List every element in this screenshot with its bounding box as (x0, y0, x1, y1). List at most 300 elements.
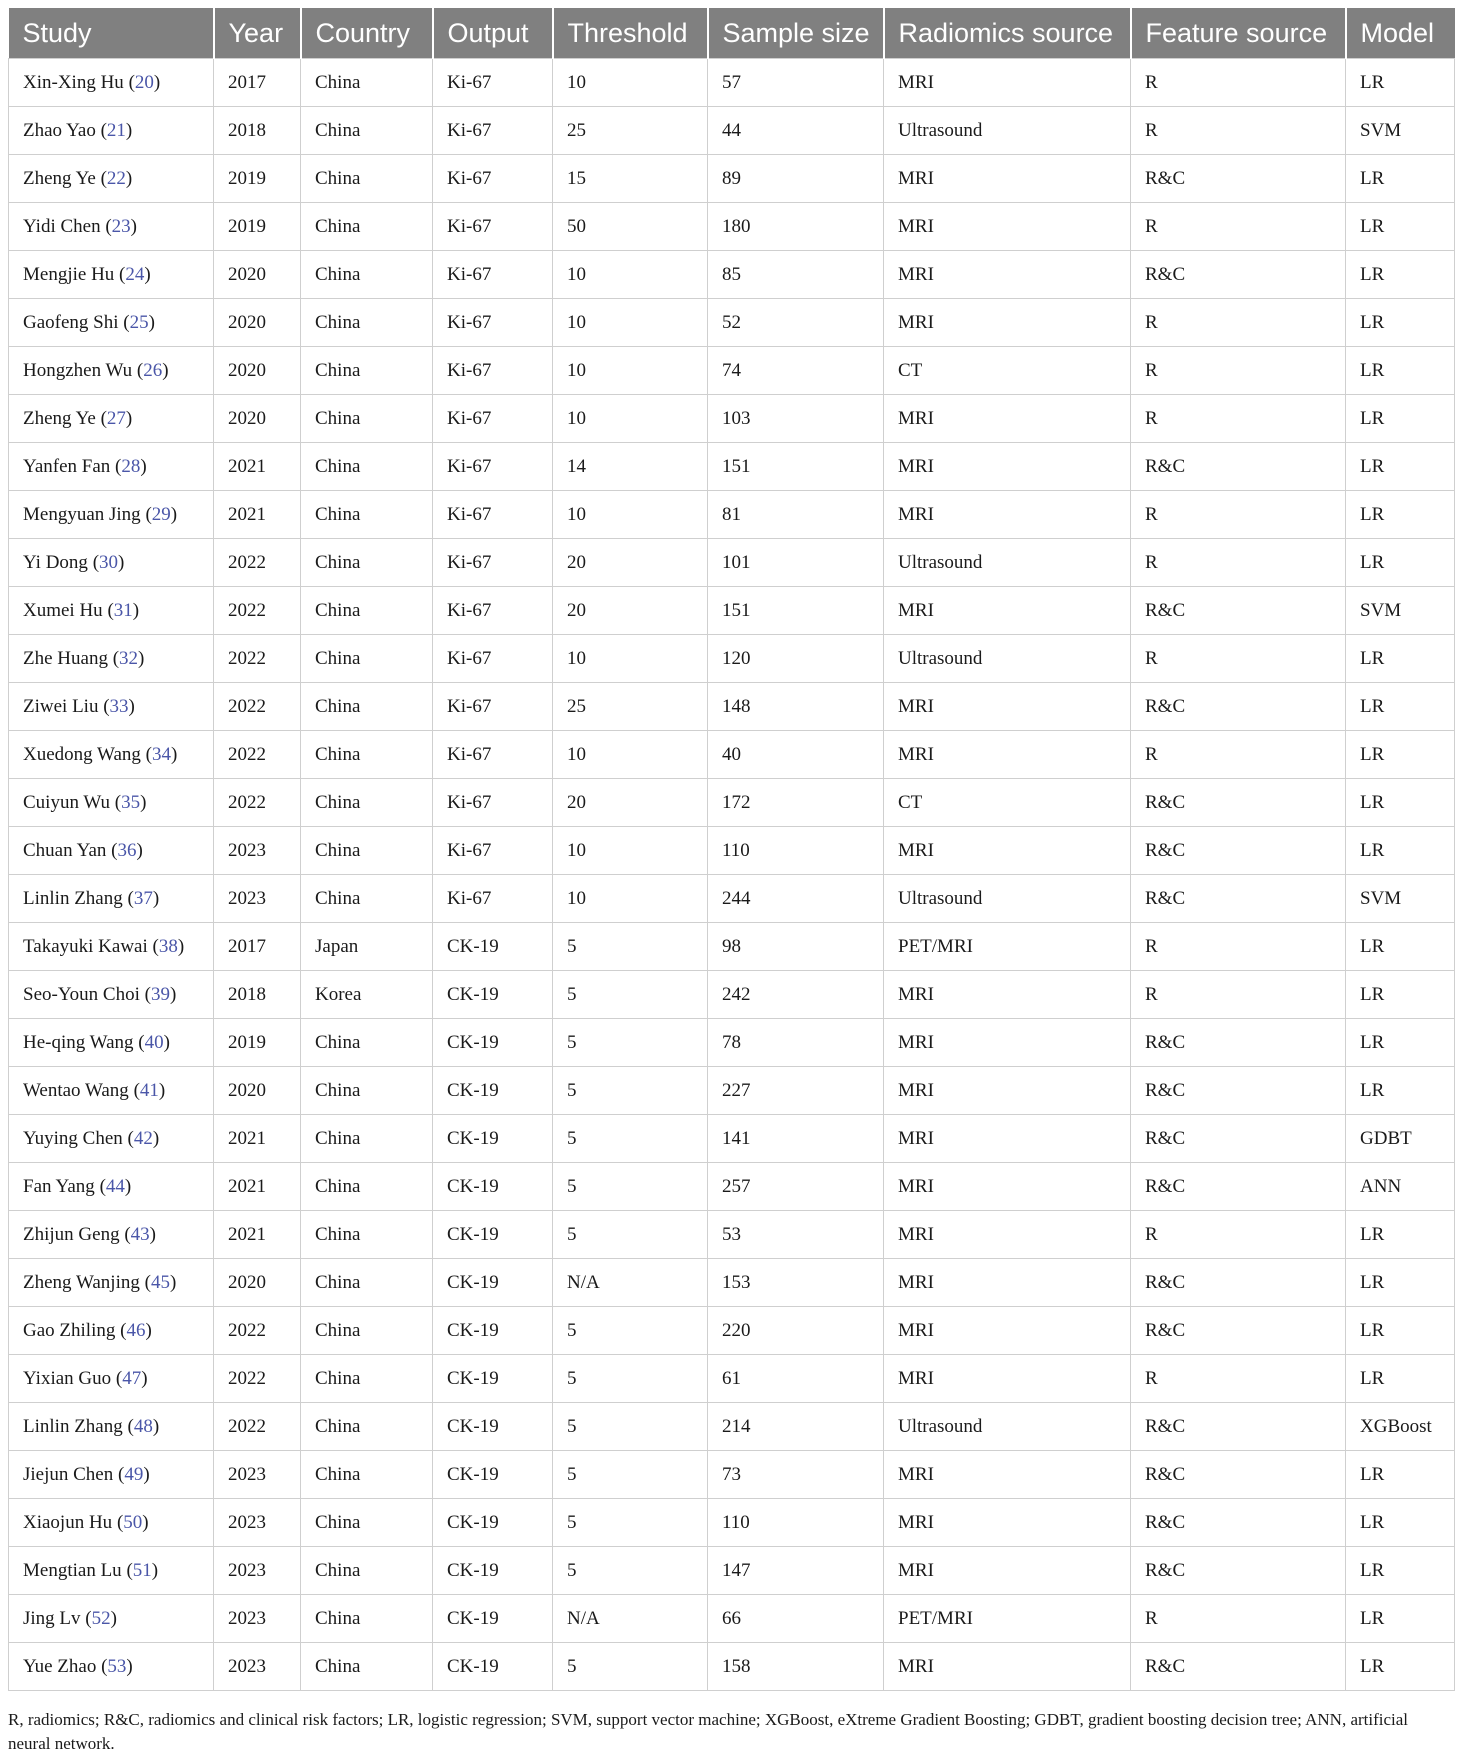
cell-threshold: 10 (553, 251, 708, 299)
table-row (9, 203, 1455, 251)
cell-output: CK-19 (433, 1067, 553, 1115)
table-row (9, 827, 1455, 875)
cell-output: Ki-67 (433, 155, 553, 203)
col-header-radiomics-source: Radiomics source (884, 8, 1131, 59)
cell-sample-size: 180 (708, 203, 884, 251)
reference-link[interactable]: 30 (99, 551, 119, 573)
study-author: Linlin Zhang (23, 1415, 123, 1437)
cell-feature-source: R&C (1131, 1259, 1346, 1307)
cell-study: Chuan Yan (36) (9, 827, 214, 875)
cell-radiomics-source: MRI (884, 251, 1131, 299)
cell-feature-source: R (1131, 203, 1346, 251)
table-row (9, 443, 1455, 491)
cell-model: GDBT (1346, 1115, 1455, 1163)
reference-link[interactable]: 40 (144, 1031, 164, 1053)
study-author: Wentao Wang (23, 1079, 129, 1101)
study-author: Ziwei Liu (23, 695, 99, 717)
cell-output: CK-19 (433, 1307, 553, 1355)
cell-threshold: 5 (553, 1499, 708, 1547)
reference-link[interactable]: 39 (150, 983, 170, 1005)
cell-year: 2023 (214, 827, 301, 875)
cell-output: Ki-67 (433, 395, 553, 443)
cell-country: China (301, 539, 433, 587)
cell-study: Zheng Ye (22) (9, 155, 214, 203)
cell-radiomics-source: MRI (884, 683, 1131, 731)
cell-model: LR (1346, 1595, 1455, 1643)
cell-feature-source: R&C (1131, 1451, 1346, 1499)
cell-feature-source: R (1131, 971, 1346, 1019)
table-row (9, 587, 1455, 635)
cell-year: 2020 (214, 395, 301, 443)
cell-output: CK-19 (433, 1643, 553, 1691)
cell-output: CK-19 (433, 1019, 553, 1067)
cell-radiomics-source: MRI (884, 1643, 1131, 1691)
cell-threshold: 25 (553, 683, 708, 731)
header-row (9, 8, 1455, 59)
col-header-study: Study (9, 8, 214, 59)
cell-output: CK-19 (433, 1211, 553, 1259)
cell-country: Korea (301, 971, 433, 1019)
cell-radiomics-source: CT (884, 347, 1131, 395)
cell-feature-source: R&C (1131, 1403, 1346, 1451)
cell-year: 2018 (214, 107, 301, 155)
cell-sample-size: 148 (708, 683, 884, 731)
reference-link[interactable]: 42 (133, 1127, 153, 1149)
reference-link[interactable]: 22 (106, 167, 126, 189)
cell-year: 2020 (214, 251, 301, 299)
cell-year: 2022 (214, 1307, 301, 1355)
cell-output: CK-19 (433, 1451, 553, 1499)
cell-study: Zheng Wanjing (45) (9, 1259, 214, 1307)
cell-model: SVM (1346, 587, 1455, 635)
cell-study: Mengjie Hu (24) (9, 251, 214, 299)
cell-radiomics-source: MRI (884, 1355, 1131, 1403)
reference-link[interactable]: 23 (111, 215, 131, 237)
cell-study: Cuiyun Wu (35) (9, 779, 214, 827)
study-author: Yixian Guo (23, 1367, 112, 1389)
cell-year: 2019 (214, 1019, 301, 1067)
cell-country: China (301, 1595, 433, 1643)
cell-feature-source: R&C (1131, 827, 1346, 875)
table-row (9, 1067, 1455, 1115)
reference-link[interactable]: 43 (130, 1223, 150, 1245)
cell-sample-size: 66 (708, 1595, 884, 1643)
cell-model: LR (1346, 683, 1455, 731)
cell-sample-size: 244 (708, 875, 884, 923)
cell-feature-source: R (1131, 539, 1346, 587)
cell-feature-source: R&C (1131, 1115, 1346, 1163)
cell-study: Yidi Chen (23) (9, 203, 214, 251)
cell-threshold: 5 (553, 1211, 708, 1259)
cell-sample-size: 151 (708, 587, 884, 635)
cell-model: LR (1346, 971, 1455, 1019)
cell-sample-size: 227 (708, 1067, 884, 1115)
study-author: Mengjie Hu (23, 263, 115, 285)
cell-threshold: 14 (553, 443, 708, 491)
cell-study: Yi Dong (30) (9, 539, 214, 587)
table-row (9, 1307, 1455, 1355)
table-row (9, 731, 1455, 779)
cell-study: Zhao Yao (21) (9, 107, 214, 155)
study-author: Xiaojun Hu (23, 1511, 113, 1533)
cell-country: China (301, 395, 433, 443)
cell-year: 2021 (214, 443, 301, 491)
cell-threshold: 10 (553, 59, 708, 107)
study-author: Chuan Yan (23, 839, 107, 861)
cell-threshold: 5 (553, 1403, 708, 1451)
cell-feature-source: R (1131, 923, 1346, 971)
cell-model: SVM (1346, 875, 1455, 923)
cell-radiomics-source: MRI (884, 731, 1131, 779)
cell-output: Ki-67 (433, 827, 553, 875)
cell-feature-source: R&C (1131, 683, 1346, 731)
table-body (9, 59, 1455, 1691)
cell-feature-source: R&C (1131, 1019, 1346, 1067)
cell-sample-size: 110 (708, 827, 884, 875)
col-header-sample-size: Sample size (708, 8, 884, 59)
table-footnote: R, radiomics; R&C, radiomics and clinical risk factors; LR, logistic regression; SVM, support vector machine; XGBoost, eXtreme Gradient Boosting; GDBT, gradient boosting decision tree; ANN, artificial neural network. (8, 1710, 1409, 1753)
cell-country: China (301, 1355, 433, 1403)
cell-study: Mengyuan Jing (29) (9, 491, 214, 539)
cell-study: Hongzhen Wu (26) (9, 347, 214, 395)
reference-link[interactable]: 32 (119, 647, 139, 669)
cell-model: LR (1346, 1307, 1455, 1355)
cell-country: China (301, 347, 433, 395)
cell-radiomics-source: PET/MRI (884, 923, 1131, 971)
cell-country: China (301, 827, 433, 875)
cell-country: China (301, 1019, 433, 1067)
cell-radiomics-source: MRI (884, 155, 1131, 203)
cell-study: Jing Lv (52) (9, 1595, 214, 1643)
cell-radiomics-source: MRI (884, 1019, 1131, 1067)
cell-country: China (301, 203, 433, 251)
cell-study: Linlin Zhang (37) (9, 875, 214, 923)
reference-link[interactable]: 52 (91, 1607, 111, 1629)
reference-link[interactable]: 51 (132, 1559, 152, 1581)
cell-model: LR (1346, 1019, 1455, 1067)
cell-year: 2021 (214, 1211, 301, 1259)
cell-year: 2023 (214, 1499, 301, 1547)
studies-table (8, 8, 1455, 1691)
cell-study: Seo-Youn Choi (39) (9, 971, 214, 1019)
study-author: Jing Lv (23, 1607, 81, 1629)
cell-radiomics-source: MRI (884, 59, 1131, 107)
cell-feature-source: R (1131, 299, 1346, 347)
cell-sample-size: 40 (708, 731, 884, 779)
cell-year: 2021 (214, 1115, 301, 1163)
cell-study: Xiaojun Hu (50) (9, 1499, 214, 1547)
cell-year: 2022 (214, 587, 301, 635)
reference-link[interactable]: 31 (113, 599, 133, 621)
table-row (9, 1451, 1455, 1499)
study-author: Xuedong Wang (23, 743, 141, 765)
cell-study: Yuying Chen (42) (9, 1115, 214, 1163)
cell-feature-source: R (1131, 59, 1346, 107)
cell-model: LR (1346, 1451, 1455, 1499)
col-header-country: Country (301, 8, 433, 59)
reference-link[interactable]: 37 (133, 887, 153, 909)
cell-year: 2018 (214, 971, 301, 1019)
table-row (9, 1403, 1455, 1451)
study-author: Gao Zhiling (23, 1319, 116, 1341)
reference-link[interactable]: 46 (126, 1319, 146, 1341)
table-row (9, 971, 1455, 1019)
cell-output: CK-19 (433, 971, 553, 1019)
cell-output: Ki-67 (433, 875, 553, 923)
study-author: Xumei Hu (23, 599, 103, 621)
cell-threshold: 50 (553, 203, 708, 251)
cell-threshold: 5 (553, 1355, 708, 1403)
table-row (9, 1643, 1455, 1691)
cell-sample-size: 153 (708, 1259, 884, 1307)
cell-radiomics-source: MRI (884, 299, 1131, 347)
cell-sample-size: 44 (708, 107, 884, 155)
cell-country: China (301, 1403, 433, 1451)
cell-model: LR (1346, 155, 1455, 203)
cell-model: LR (1346, 491, 1455, 539)
study-author: Zheng Ye (23, 167, 96, 189)
cell-study: Wentao Wang (41) (9, 1067, 214, 1115)
cell-year: 2022 (214, 635, 301, 683)
study-author: Cuiyun Wu (23, 791, 111, 813)
cell-radiomics-source: MRI (884, 1451, 1131, 1499)
table-row (9, 1259, 1455, 1307)
reference-link[interactable]: 29 (151, 503, 171, 525)
cell-sample-size: 120 (708, 635, 884, 683)
col-header-output: Output (433, 8, 553, 59)
cell-feature-source: R (1131, 395, 1346, 443)
cell-radiomics-source: CT (884, 779, 1131, 827)
reference-link[interactable]: 27 (106, 407, 126, 429)
cell-country: China (301, 779, 433, 827)
cell-year: 2022 (214, 779, 301, 827)
cell-study: Yue Zhao (53) (9, 1643, 214, 1691)
study-author: Hongzhen Wu (23, 359, 133, 381)
reference-link[interactable]: 33 (109, 695, 129, 717)
study-author: Zhe Huang (23, 647, 108, 669)
cell-country: China (301, 1643, 433, 1691)
reference-link[interactable]: 36 (117, 839, 137, 861)
reference-link[interactable]: 34 (151, 743, 171, 765)
cell-study: Mengtian Lu (51) (9, 1547, 214, 1595)
cell-country: China (301, 491, 433, 539)
cell-sample-size: 81 (708, 491, 884, 539)
cell-study: Xuedong Wang (34) (9, 731, 214, 779)
cell-sample-size: 257 (708, 1163, 884, 1211)
table-row (9, 59, 1455, 107)
study-author: Takayuki Kawai (23, 935, 148, 957)
cell-radiomics-source: Ultrasound (884, 539, 1131, 587)
cell-output: Ki-67 (433, 443, 553, 491)
study-author: Zhao Yao (23, 119, 96, 141)
cell-sample-size: 73 (708, 1451, 884, 1499)
table-row (9, 395, 1455, 443)
cell-output: Ki-67 (433, 347, 553, 395)
table-row (9, 1163, 1455, 1211)
cell-year: 2019 (214, 203, 301, 251)
cell-year: 2020 (214, 347, 301, 395)
cell-year: 2023 (214, 1451, 301, 1499)
cell-threshold: 5 (553, 971, 708, 1019)
table-row (9, 1355, 1455, 1403)
cell-output: Ki-67 (433, 587, 553, 635)
cell-country: China (301, 443, 433, 491)
reference-link[interactable]: 35 (121, 791, 141, 813)
reference-link[interactable]: 26 (143, 359, 163, 381)
cell-threshold: N/A (553, 1595, 708, 1643)
col-header-year: Year (214, 8, 301, 59)
cell-output: Ki-67 (433, 251, 553, 299)
cell-threshold: 5 (553, 1451, 708, 1499)
cell-year: 2023 (214, 875, 301, 923)
cell-feature-source: R (1131, 1355, 1346, 1403)
cell-radiomics-source: MRI (884, 395, 1131, 443)
cell-threshold: 10 (553, 299, 708, 347)
reference-link[interactable]: 21 (106, 119, 126, 141)
cell-output: CK-19 (433, 1163, 553, 1211)
cell-threshold: 25 (553, 107, 708, 155)
cell-threshold: 15 (553, 155, 708, 203)
cell-study: Yixian Guo (47) (9, 1355, 214, 1403)
cell-country: China (301, 107, 433, 155)
cell-threshold: 10 (553, 491, 708, 539)
cell-model: XGBoost (1346, 1403, 1455, 1451)
reference-link[interactable]: 28 (121, 455, 141, 477)
cell-feature-source: R (1131, 731, 1346, 779)
cell-model: LR (1346, 923, 1455, 971)
cell-threshold: 5 (553, 1067, 708, 1115)
cell-model: LR (1346, 299, 1455, 347)
cell-country: China (301, 1547, 433, 1595)
cell-feature-source: R (1131, 1595, 1346, 1643)
cell-threshold: 5 (553, 1019, 708, 1067)
cell-sample-size: 101 (708, 539, 884, 587)
cell-model: LR (1346, 1499, 1455, 1547)
cell-model: LR (1346, 347, 1455, 395)
cell-country: China (301, 731, 433, 779)
cell-threshold: 20 (553, 779, 708, 827)
cell-year: 2021 (214, 1163, 301, 1211)
cell-radiomics-source: MRI (884, 1547, 1131, 1595)
cell-model: LR (1346, 1643, 1455, 1691)
cell-sample-size: 61 (708, 1355, 884, 1403)
cell-output: Ki-67 (433, 683, 553, 731)
cell-year: 2021 (214, 491, 301, 539)
cell-feature-source: R (1131, 107, 1346, 155)
cell-feature-source: R (1131, 347, 1346, 395)
study-author: Xin-Xing Hu (23, 71, 124, 93)
cell-year: 2023 (214, 1595, 301, 1643)
cell-sample-size: 103 (708, 395, 884, 443)
reference-link[interactable]: 48 (133, 1415, 153, 1437)
cell-radiomics-source: Ultrasound (884, 875, 1131, 923)
cell-feature-source: R&C (1131, 1067, 1346, 1115)
cell-output: CK-19 (433, 1355, 553, 1403)
cell-study: Zhe Huang (32) (9, 635, 214, 683)
study-author: Yi Dong (23, 551, 88, 573)
reference-link[interactable]: 45 (150, 1271, 170, 1293)
cell-radiomics-source: Ultrasound (884, 1403, 1131, 1451)
study-author: Linlin Zhang (23, 887, 123, 909)
cell-output: Ki-67 (433, 203, 553, 251)
cell-model: LR (1346, 1355, 1455, 1403)
study-author: Zheng Ye (23, 407, 96, 429)
reference-link[interactable]: 41 (139, 1079, 159, 1101)
cell-sample-size: 158 (708, 1643, 884, 1691)
reference-link[interactable]: 44 (105, 1175, 125, 1197)
table-row (9, 875, 1455, 923)
cell-sample-size: 220 (708, 1307, 884, 1355)
reference-link[interactable]: 25 (129, 311, 149, 333)
cell-country: China (301, 251, 433, 299)
cell-sample-size: 110 (708, 1499, 884, 1547)
study-author: Zhijun Geng (23, 1223, 120, 1245)
reference-link[interactable]: 50 (123, 1511, 143, 1533)
cell-sample-size: 242 (708, 971, 884, 1019)
cell-feature-source: R (1131, 635, 1346, 683)
cell-year: 2022 (214, 683, 301, 731)
cell-study: Fan Yang (44) (9, 1163, 214, 1211)
cell-study: Ziwei Liu (33) (9, 683, 214, 731)
cell-year: 2022 (214, 1355, 301, 1403)
table-row (9, 1499, 1455, 1547)
reference-link[interactable]: 38 (158, 935, 178, 957)
table-row (9, 635, 1455, 683)
cell-radiomics-source: MRI (884, 1163, 1131, 1211)
reference-link[interactable]: 20 (134, 71, 154, 93)
cell-radiomics-source: PET/MRI (884, 1595, 1131, 1643)
reference-link[interactable]: 47 (122, 1367, 142, 1389)
cell-study: Yanfen Fan (28) (9, 443, 214, 491)
cell-year: 2023 (214, 1643, 301, 1691)
cell-year: 2019 (214, 155, 301, 203)
cell-study: He-qing Wang (40) (9, 1019, 214, 1067)
cell-feature-source: R&C (1131, 587, 1346, 635)
cell-sample-size: 57 (708, 59, 884, 107)
study-author: Fan Yang (23, 1175, 95, 1197)
cell-year: 2017 (214, 59, 301, 107)
cell-threshold: 5 (553, 1163, 708, 1211)
cell-feature-source: R&C (1131, 443, 1346, 491)
table-row (9, 1211, 1455, 1259)
cell-output: CK-19 (433, 923, 553, 971)
study-author: Yue Zhao (23, 1655, 97, 1677)
cell-radiomics-source: MRI (884, 443, 1131, 491)
cell-sample-size: 98 (708, 923, 884, 971)
table-row (9, 107, 1455, 155)
reference-link[interactable]: 49 (124, 1463, 144, 1485)
cell-model: LR (1346, 1211, 1455, 1259)
cell-radiomics-source: Ultrasound (884, 635, 1131, 683)
cell-model: LR (1346, 251, 1455, 299)
cell-sample-size: 53 (708, 1211, 884, 1259)
cell-threshold: 10 (553, 875, 708, 923)
cell-model: LR (1346, 731, 1455, 779)
study-author: Seo-Youn Choi (23, 983, 140, 1005)
cell-country: China (301, 1163, 433, 1211)
cell-year: 2017 (214, 923, 301, 971)
cell-feature-source: R&C (1131, 1547, 1346, 1595)
cell-model: LR (1346, 779, 1455, 827)
reference-link[interactable]: 53 (107, 1655, 127, 1677)
cell-output: Ki-67 (433, 731, 553, 779)
table-row (9, 779, 1455, 827)
cell-threshold: N/A (553, 1259, 708, 1307)
cell-model: LR (1346, 203, 1455, 251)
reference-link[interactable]: 24 (125, 263, 145, 285)
cell-feature-source: R&C (1131, 875, 1346, 923)
cell-year: 2022 (214, 539, 301, 587)
